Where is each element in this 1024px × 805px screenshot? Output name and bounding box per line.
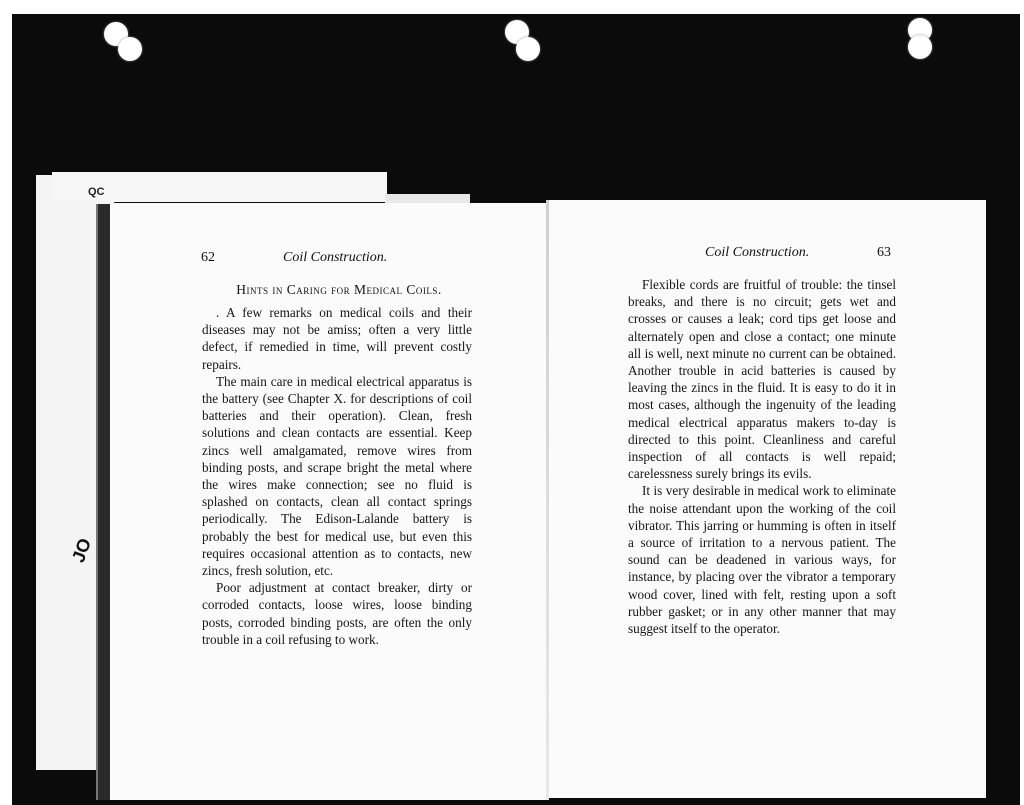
punch-hole — [516, 37, 540, 61]
section-heading: Hints in Caring for Medical Coils. — [236, 282, 442, 297]
left-page-body — [202, 304, 472, 648]
punch-hole — [908, 35, 932, 59]
paragraph: Flexible cords are fruitful of trouble: the tinsel breaks, and there is no circuit; gets wet and crosses or causes a leak; cord tips get loose and alternately open and close a contact; one minute all is well, next minute no current can be obtained. Another trouble in acid batteries is caused by leaving the zincs in the fluid. It is easy to do it in most cases, although the ingenuity of the leading medical electrical apparatus makers to-day is directed to this point. Cleanliness and careful inspection of all contacts is well repaid; carelessness surely brings its evils. — [628, 277, 896, 482]
left-page-number: 62 — [201, 250, 215, 265]
right-running-head: Coil Construction. — [705, 245, 810, 260]
left-running-head: Coil Construction. — [283, 250, 388, 265]
book-gutter — [546, 200, 549, 800]
back-book-label: QC — [88, 186, 105, 198]
right-page-number: 63 — [877, 245, 891, 260]
paragraph: It is very desirable in medical work to eliminate the noise attendant upon the working of the coil vibrator. This jarring or humming is often in itself a source of irritation to a nervous patient. The sound can be deadened in various ways, for instance, by placing over the vibrator a temporary wood cover, lined with felt, resting upon a soft rubber gasket; or in any other manner that may suggest itself to the operator. — [628, 483, 896, 637]
paragraph: Poor adjustment at contact breaker, dirty or corroded contacts, loose wires, loose binding posts, corroded binding posts, are often the only trouble in a coil refusing to work. — [202, 580, 472, 647]
punch-hole — [118, 37, 142, 61]
back-book-spine-text: JO — [68, 535, 96, 566]
paragraph: The main care in medical electrical apparatus is the battery (see Chapter X. for descriptions of coil batteries and their operation). Clean, fresh solutions and clean contacts are essential. Keep zincs well amalgamated, remove wires from binding posts, and scrape bright the metal where the wires make connection; see no fluid is splashed on contacts, clean all contact springs periodically. The Edison-Lalande battery is probably the best for medical use, but even this requires occasional attention as to contacts, new zincs, fresh solution, etc. — [202, 373, 472, 579]
paragraph: . A few remarks on medical coils and their diseases may not be amiss; often a very little defect, if remedied in time, will prevent costly repairs. — [202, 305, 472, 372]
right-page-body — [628, 276, 896, 637]
